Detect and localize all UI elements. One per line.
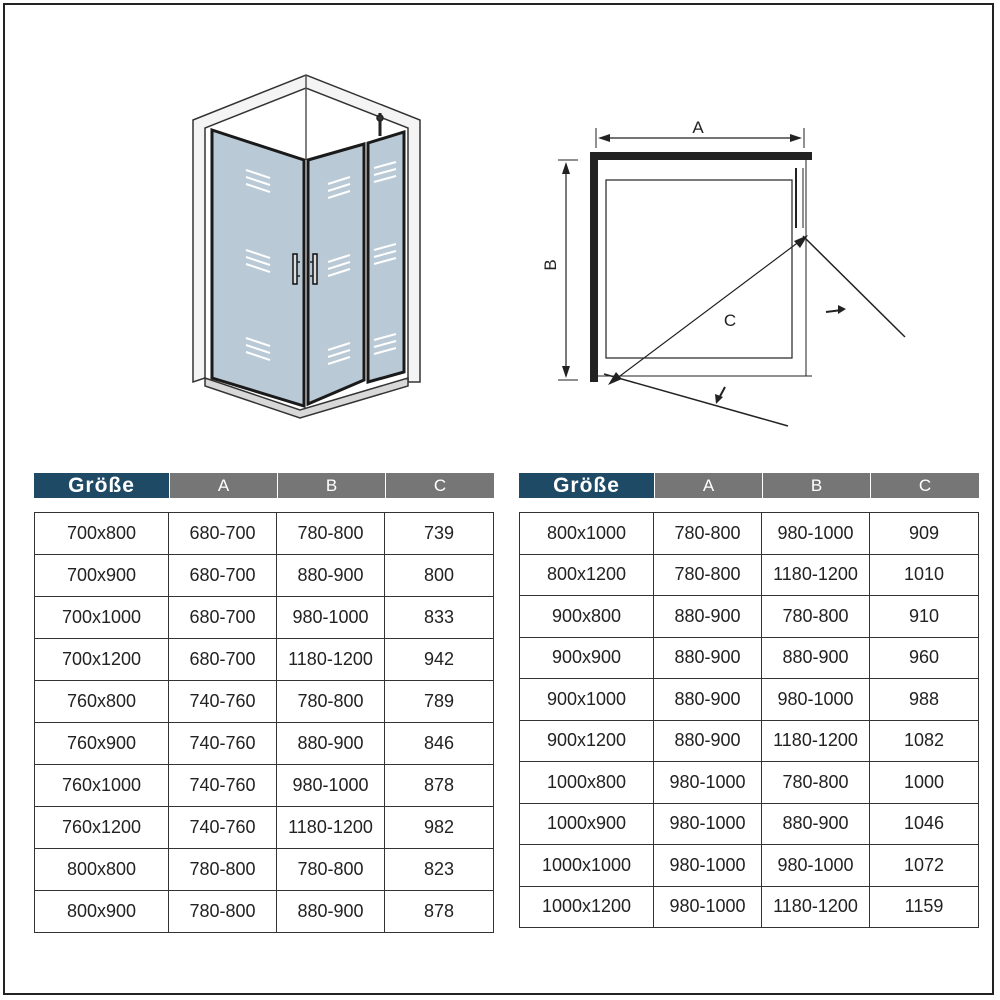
cell-a: 880-900 [654, 679, 762, 721]
table-row [34, 723, 494, 765]
size-table-right [519, 473, 979, 928]
header-b: B [762, 473, 870, 498]
cell-a: 680-700 [169, 597, 277, 639]
cell-b: 1180-1200 [762, 555, 870, 597]
cell-size: 800x800 [34, 849, 169, 891]
table-row [519, 596, 979, 638]
cell-c: 988 [870, 679, 979, 721]
cell-b: 780-800 [277, 849, 385, 891]
cell-size: 760x1000 [34, 765, 169, 807]
cell-a: 880-900 [654, 596, 762, 638]
cell-c: 739 [385, 512, 494, 555]
table-row [519, 512, 979, 555]
cell-size: 1000x1000 [519, 845, 654, 887]
cell-b: 780-800 [277, 512, 385, 555]
cell-size: 1000x800 [519, 762, 654, 804]
cell-b: 980-1000 [762, 512, 870, 555]
cell-size: 900x1000 [519, 679, 654, 721]
table-header-row [519, 473, 979, 498]
header-b: B [277, 473, 385, 498]
cell-size: 900x1200 [519, 721, 654, 763]
cell-c: 910 [870, 596, 979, 638]
cell-b: 780-800 [762, 762, 870, 804]
table-row [34, 681, 494, 723]
cell-c: 982 [385, 807, 494, 849]
cell-a: 780-800 [169, 849, 277, 891]
cell-b: 980-1000 [277, 765, 385, 807]
table-row [34, 849, 494, 891]
cell-size: 800x1000 [519, 512, 654, 555]
table-row [34, 891, 494, 933]
dimension-label-b: B [541, 259, 560, 271]
cell-c: 960 [870, 638, 979, 680]
cell-b: 980-1000 [277, 597, 385, 639]
cell-size: 760x900 [34, 723, 169, 765]
header-c: C [870, 473, 979, 498]
cell-b: 880-900 [762, 638, 870, 680]
table-row [519, 845, 979, 887]
cell-size: 760x1200 [34, 807, 169, 849]
plan-view-diagram [558, 128, 905, 426]
cell-a: 980-1000 [654, 887, 762, 929]
cell-a: 740-760 [169, 765, 277, 807]
cell-a: 780-800 [654, 555, 762, 597]
cell-c: 789 [385, 681, 494, 723]
product-illustrations [0, 0, 1000, 460]
cell-b: 880-900 [762, 804, 870, 846]
cell-size: 700x1000 [34, 597, 169, 639]
table-row [34, 555, 494, 597]
shower-enclosure-3d-drawing [193, 75, 420, 418]
cell-c: 846 [385, 723, 494, 765]
cell-b: 880-900 [277, 555, 385, 597]
dimension-label-a: A [692, 118, 704, 137]
table-row [519, 555, 979, 597]
header-size: Größe [34, 473, 169, 498]
cell-b: 980-1000 [762, 679, 870, 721]
cell-a: 680-700 [169, 555, 277, 597]
cell-c: 800 [385, 555, 494, 597]
cell-size: 800x900 [34, 891, 169, 933]
dimension-label-c: C [723, 311, 737, 330]
size-table-left [34, 473, 494, 933]
cell-size: 700x1200 [34, 639, 169, 681]
table-row [519, 638, 979, 680]
cell-a: 880-900 [654, 721, 762, 763]
cell-a: 980-1000 [654, 845, 762, 887]
header-a: A [169, 473, 277, 498]
cell-a: 740-760 [169, 807, 277, 849]
cell-b: 980-1000 [762, 845, 870, 887]
cell-size: 900x800 [519, 596, 654, 638]
cell-a: 980-1000 [654, 762, 762, 804]
cell-size: 1000x900 [519, 804, 654, 846]
cell-b: 1180-1200 [762, 887, 870, 929]
cell-a: 680-700 [169, 639, 277, 681]
table-row [519, 804, 979, 846]
table-row [34, 512, 494, 555]
cell-c: 1010 [870, 555, 979, 597]
cell-b: 780-800 [277, 681, 385, 723]
cell-b: 880-900 [277, 723, 385, 765]
header-a: A [654, 473, 762, 498]
cell-size: 700x900 [34, 555, 169, 597]
cell-size: 760x800 [34, 681, 169, 723]
table-row [34, 597, 494, 639]
cell-a: 680-700 [169, 512, 277, 555]
cell-a: 880-900 [654, 638, 762, 680]
cell-size: 800x1200 [519, 555, 654, 597]
header-size: Größe [519, 473, 654, 498]
cell-c: 1159 [870, 887, 979, 929]
cell-c: 942 [385, 639, 494, 681]
cell-a: 780-800 [654, 512, 762, 555]
table-row [34, 765, 494, 807]
cell-a: 980-1000 [654, 804, 762, 846]
cell-c: 1082 [870, 721, 979, 763]
cell-a: 740-760 [169, 723, 277, 765]
table-row [519, 887, 979, 929]
cell-c: 909 [870, 512, 979, 555]
cell-a: 740-760 [169, 681, 277, 723]
cell-b: 780-800 [762, 596, 870, 638]
cell-size: 1000x1200 [519, 887, 654, 929]
cell-b: 1180-1200 [762, 721, 870, 763]
table-row [34, 639, 494, 681]
table-row [519, 679, 979, 721]
cell-c: 1000 [870, 762, 979, 804]
cell-c: 878 [385, 765, 494, 807]
cell-size: 900x900 [519, 638, 654, 680]
cell-c: 1072 [870, 845, 979, 887]
table-row [34, 807, 494, 849]
cell-b: 1180-1200 [277, 807, 385, 849]
cell-a: 780-800 [169, 891, 277, 933]
header-c: C [385, 473, 494, 498]
table-row [519, 762, 979, 804]
cell-b: 880-900 [277, 891, 385, 933]
cell-c: 878 [385, 891, 494, 933]
table-header-row [34, 473, 494, 498]
cell-b: 1180-1200 [277, 639, 385, 681]
cell-c: 1046 [870, 804, 979, 846]
cell-size: 700x800 [34, 512, 169, 555]
cell-c: 833 [385, 597, 494, 639]
cell-c: 823 [385, 849, 494, 891]
table-row [519, 721, 979, 763]
